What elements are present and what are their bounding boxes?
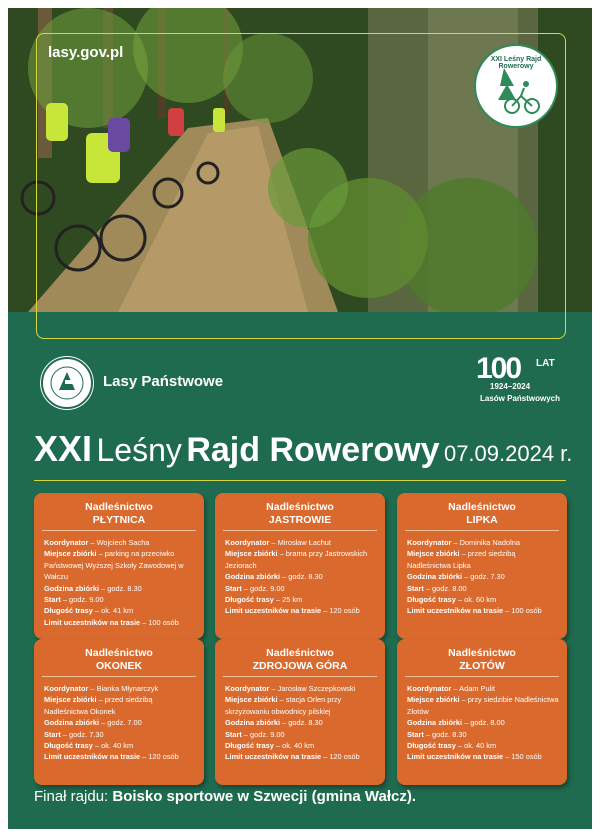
title-rajd-rowerowy: Rajd Rowerowy [186,431,440,469]
card-district: PŁYTNICA [92,514,146,526]
title-date: 07.09.2024 r. [443,441,573,466]
card-details: Koordynator – Mirosław Łachut Miejsce zbiórki – brama przy Jastrowskich Jeziorach Godzina zbiórki – godz. 8.30 Start – godz. 9.00 Długość trasy – 25 km Limit uczestników na trasie – 120 osób [225,538,368,616]
card-heading: Nadleśnictwo [448,647,516,659]
organization-name: Lasy Państwowe [103,373,224,390]
card-details: Koordynator – Bianka Młynarczyk Miejsce zbiórki – przed siedzibą Nadleśnictwa Okonek Godzina zbiórki – godz. 7.00 Start – godz. 7.30 Długość trasy – ok. 40 km Limit uczestników na trasie – 120 osób [44,684,179,762]
card-divider [223,676,377,677]
card-heading: Nadleśnictwo [85,647,153,659]
card-divider [42,676,196,677]
final-location [34,788,416,805]
card-zdrojowa-gora [215,639,385,785]
card-details: Koordynator – Dominika Nadolna Miejsce zbiórki – przed siedzibą Nadleśnictwa Lipka Godzina zbiórki – godz. 7.30 Start – godz. 8.00 Długość trasy – ok. 60 km Limit uczestników na trasie – 100 osób [407,538,542,616]
final-place: Boisko sportowe w Szwecji (gmina Wałcz). [112,788,417,805]
anniversary-logo [476,352,572,408]
card-heading: Nadleśnictwo [85,501,153,513]
title-word-lesny: Leśny [96,432,182,468]
card-heading: Nadleśnictwo [266,647,334,659]
badge-text: XXI Leśny Rajd Rowerowy [490,56,542,70]
cyclist-tree-icon [476,46,556,126]
card-district: ZDROJOWA GÓRA [252,660,348,672]
card-divider [405,530,559,531]
anniversary-number: 100 [476,352,521,385]
card-zlotow [397,639,567,785]
rally-badge [474,44,558,128]
card-divider [42,530,196,531]
card-divider [405,676,559,677]
card-district: ZŁOTÓW [459,660,505,672]
card-details: Koordynator – Adam Pulit Miejsce zbiórki – przy siedzibie Nadleśnictwa Złotów Godzina zbiórki – godz. 8.00 Start – godz. 8.30 Długość trasy – ok. 40 km Limit uczestników na trasie – 150 osób [407,684,559,762]
title-roman: XXI [34,428,93,469]
website-label[interactable]: lasy.gov.pl [48,44,124,61]
card-district: LIPKA [466,514,498,526]
card-plytnica [34,493,204,639]
card-divider [223,530,377,531]
anniversary-caption: Lasów Państwowych [480,394,561,403]
card-jastrowie [215,493,385,639]
anniversary-lat: LAT [536,358,555,369]
anniversary-years: 1924–2024 [490,382,531,391]
card-details: Koordynator – Wojciech Sacha Miejsce zbiórki – parking na przeciwko Państwowej Wyższej Szkoły Zawodowej w Wałczu Godzina zbiórki – godz. 8.30 Start – godz. 9.00 Długość trasy – ok. 41 km Limit uczestników na trasie – 100 osób [44,538,184,627]
card-okonek [34,639,204,785]
card-district: JASTROWIE [268,514,332,526]
card-lipka [397,493,567,639]
lasy-panstwowe-logo [40,356,94,410]
final-label: Finał rajdu: [34,788,113,805]
card-heading: Nadleśnictwo [448,501,516,513]
card-district: OKONEK [95,660,143,672]
title-underline [34,480,566,481]
poster-title [34,428,572,470]
card-heading: Nadleśnictwo [266,501,334,513]
card-details: Koordynator – Jarosław Szczepkowski Miejsce zbiórki – stacja Orlen przy skrzyżowaniu obwodnicy pilskiej Godzina zbiórki – godz. 8.30 Start – godz. 9.00 Długość trasy – ok. 40 km Limit uczestników na trasie – 120 osób [225,684,360,762]
